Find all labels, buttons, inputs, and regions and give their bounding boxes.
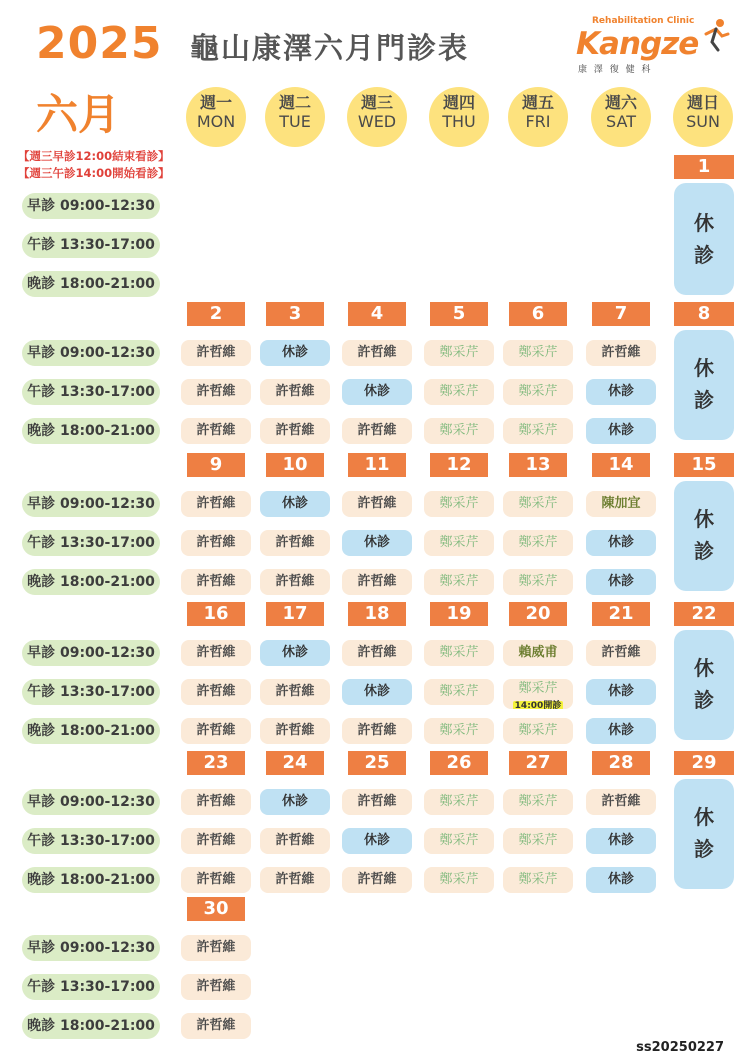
date-tag: 30 [187,897,245,921]
doctor-name: 鄭采芹 [439,723,479,738]
doctor-name: 休診 [607,423,634,438]
schedule-cell [424,530,494,556]
schedule-cell [586,640,656,666]
session-label: 午診 13:30-17:00 [22,379,160,405]
schedule-cell [586,379,656,405]
date-tag: 22 [674,602,734,626]
schedule-cell [342,530,412,556]
date-tag: 9 [187,453,245,477]
doctor-name: 鄭采芹 [518,872,558,887]
session-label: 晚診 18:00-21:00 [22,718,160,744]
schedule-cell [586,340,656,366]
date-tag: 27 [509,751,567,775]
doctor-name: 許哲維 [357,423,397,438]
date-tag: 28 [592,751,650,775]
schedule-cell [503,718,573,744]
session-label: 早診 09:00-12:30 [22,491,160,517]
weekday-zh: 週日 [686,93,719,112]
date-tag: 4 [348,302,406,326]
weekday-zh: 週一 [199,93,232,112]
closed-char: 診 [694,837,714,861]
doctor-name: 鄭采芹 [439,423,479,438]
doctor-name: 許哲維 [357,872,397,887]
session-label: 晚診 18:00-21:00 [22,569,160,595]
weekday-sat [591,87,651,147]
date-tag: 20 [509,602,567,626]
doctor-name: 鄭采芹 [439,833,479,848]
doctor-name: 許哲維 [196,535,236,550]
date-tag: 11 [348,453,406,477]
schedule-cell [181,340,251,366]
date-tag: 19 [430,602,488,626]
schedule-cell [424,340,494,366]
doctor-name: 鄭采芹 [518,794,558,809]
date-tag: 8 [674,302,734,326]
date-tag: 15 [674,453,734,477]
weekday-en: THU [442,112,476,131]
weekday-en: MON [196,112,236,131]
schedule-cell [586,418,656,444]
weekday-mon [186,87,246,147]
schedule-cell [586,828,656,854]
date-tag: 25 [348,751,406,775]
closed-char: 休 [694,656,714,680]
date-tag: 14 [592,453,650,477]
doctor-name: 鄭采芹 [518,496,558,511]
schedule-cell [503,679,573,709]
doctor-name: 鄭采芹 [439,345,479,360]
doctor-name: 休診 [607,384,634,399]
doctor-name: 許哲維 [196,1018,236,1033]
weekday-sun [673,87,733,147]
schedule-cell [424,569,494,595]
opening-note: 14:00開診 [514,701,562,709]
session-label: 午診 13:30-17:00 [22,679,160,705]
date-tag: 10 [266,453,324,477]
doctor-name: 許哲維 [601,645,641,660]
schedule-cell [260,530,330,556]
doctor-name: 休診 [607,872,634,887]
date-tag: 18 [348,602,406,626]
weekday-zh: 週四 [442,93,475,112]
doctor-name: 許哲維 [275,574,315,589]
schedule-cell [424,418,494,444]
logo-chinese: 康 澤 復 健 科 [578,65,653,75]
doctor-name: 鄭采芹 [518,535,558,550]
doctor-name: 鄭采芹 [518,723,558,738]
session-label: 晚診 18:00-21:00 [22,1013,160,1039]
session-label: 早診 09:00-12:30 [22,640,160,666]
doctor-name: 許哲維 [357,723,397,738]
weekday-zh: 週二 [278,93,311,112]
doctor-name: 鄭采芹 [439,872,479,887]
weekday-en: SAT [606,112,636,131]
schedule-cell [181,530,251,556]
date-tag: 3 [266,302,324,326]
schedule-cell [586,530,656,556]
schedule-cell [260,718,330,744]
doctor-name: 鄭采芹 [439,384,479,399]
month-label: 六月 [36,90,121,139]
date-tag: 5 [430,302,488,326]
year-label: 2025 [36,18,163,69]
schedule-cell [503,867,573,893]
runner-icon [700,18,730,54]
doctor-name: 鄭采芹 [518,574,558,589]
doctor-name: 許哲維 [601,794,641,809]
doctor-name: 休診 [281,496,308,511]
doctor-name: 許哲維 [357,794,397,809]
session-label: 晚診 18:00-21:00 [22,867,160,893]
logo-wordmark: Kangze [576,26,699,62]
doctor-name: 鄭采芹 [518,384,558,399]
weekday-en: SUN [686,112,720,131]
schedule-cell [181,379,251,405]
doctor-name: 許哲維 [196,423,236,438]
doctor-name: 休診 [363,833,390,848]
doctor-name: 許哲維 [357,345,397,360]
schedule-cell [342,828,412,854]
closed-char: 診 [694,539,714,563]
doctor-name: 鄭采芹 [518,681,558,696]
doctor-name: 許哲維 [275,872,315,887]
schedule-cell [260,640,330,666]
doctor-name: 休診 [281,345,308,360]
session-label: 早診 09:00-12:30 [22,789,160,815]
schedule-cell [181,718,251,744]
sunday-closed-box [674,779,734,889]
schedule-cell [424,379,494,405]
schedule-cell [181,569,251,595]
doctor-name: 許哲維 [275,684,315,699]
schedule-cell [260,679,330,705]
doctor-name: 鄭采芹 [439,574,479,589]
doctor-name: 賴威甫 [518,645,558,660]
doctor-name: 鄭采芹 [439,684,479,699]
doctor-name: 許哲維 [196,345,236,360]
date-tag: 21 [592,602,650,626]
doctor-name: 許哲維 [275,833,315,848]
session-label: 晚診 18:00-21:00 [22,418,160,444]
schedule-cell [342,569,412,595]
doctor-name: 許哲維 [357,645,397,660]
schedule-cell [342,491,412,517]
doctor-name: 休診 [607,535,634,550]
schedule-cell [342,418,412,444]
weekday-tue [265,87,325,147]
schedule-cell [586,867,656,893]
schedule-cell [342,718,412,744]
doctor-name: 許哲維 [357,574,397,589]
doctor-name: 許哲維 [357,496,397,511]
date-tag: 24 [266,751,324,775]
doctor-name: 許哲維 [275,723,315,738]
schedule-cell [424,867,494,893]
date-tag: 6 [509,302,567,326]
schedule-cell [260,569,330,595]
session-label: 晚診 18:00-21:00 [22,271,160,297]
date-tag: 13 [509,453,567,477]
session-label: 午診 13:30-17:00 [22,232,160,258]
doctor-name: 休診 [607,574,634,589]
date-tag: 1 [674,155,734,179]
doctor-name: 許哲維 [196,872,236,887]
sunday-closed-box [674,183,734,295]
doctor-name: 休診 [281,794,308,809]
doctor-name: 鄭采芹 [518,833,558,848]
schedule-cell [260,789,330,815]
schedule-cell [424,828,494,854]
doctor-name: 鄭采芹 [518,423,558,438]
doctor-name: 鄭采芹 [439,535,479,550]
schedule-cell [586,718,656,744]
schedule-cell [342,340,412,366]
doctor-name: 許哲維 [196,574,236,589]
date-tag: 7 [592,302,650,326]
doctor-name: 許哲維 [196,979,236,994]
date-tag: 29 [674,751,734,775]
schedule-cell [260,418,330,444]
weekday-wed [347,87,407,147]
schedule-cell [424,789,494,815]
schedule-cell [342,789,412,815]
doctor-name: 休診 [607,684,634,699]
doctor-name: 陳加宜 [601,496,641,511]
page-title: 龜山康澤六月門診表 [190,31,470,65]
schedule-cell [424,679,494,705]
closed-char: 休 [694,507,714,531]
clinic-logo [574,16,734,76]
date-tag: 23 [187,751,245,775]
sunday-closed-box [674,330,734,440]
doctor-name: 鄭采芹 [518,345,558,360]
doctor-name: 許哲維 [275,535,315,550]
closed-char: 診 [694,388,714,412]
schedule-cell [503,789,573,815]
closed-char: 休 [694,356,714,380]
sunday-closed-box [674,481,734,591]
doctor-name: 許哲維 [196,723,236,738]
schedule-cell [503,340,573,366]
weekday-en: TUE [279,112,311,131]
doctor-name: 休診 [281,645,308,660]
schedule-cell [503,491,573,517]
schedule-cell [424,491,494,517]
schedule-cell [181,1013,251,1039]
schedule-cell [503,379,573,405]
schedule-cell [342,679,412,705]
schedule-cell [181,491,251,517]
date-tag: 26 [430,751,488,775]
date-tag: 16 [187,602,245,626]
schedule-cell [342,867,412,893]
schedule-cell [586,569,656,595]
doctor-name: 休診 [363,384,390,399]
schedule-cell [503,569,573,595]
session-label: 午診 13:30-17:00 [22,974,160,1000]
date-tag: 17 [266,602,324,626]
session-label: 早診 09:00-12:30 [22,935,160,961]
doctor-name: 許哲維 [196,940,236,955]
schedule-cell [181,935,251,961]
footer-code: ss20250227 [636,1040,724,1055]
doctor-name: 鄭采芹 [439,645,479,660]
doctor-name: 休診 [363,535,390,550]
schedule-cell [181,828,251,854]
doctor-name: 許哲維 [196,794,236,809]
weekday-en: WED [357,112,397,131]
schedule-cell [260,340,330,366]
schedule-cell [181,974,251,1000]
schedule-cell [503,418,573,444]
schedule-cell [342,640,412,666]
date-tag: 12 [430,453,488,477]
doctor-name: 休診 [607,723,634,738]
doctor-name: 許哲維 [601,345,641,360]
weekday-zh: 週三 [360,93,393,112]
doctor-name: 許哲維 [196,496,236,511]
doctor-name: 休診 [607,833,634,848]
doctor-name: 鄭采芹 [439,496,479,511]
schedule-cell [586,491,656,517]
sunday-closed-box [674,630,734,740]
schedule-cell [181,789,251,815]
doctor-name: 許哲維 [196,833,236,848]
closed-char: 休 [694,805,714,829]
schedule-cell [260,828,330,854]
schedule-cell [342,379,412,405]
closed-char: 診 [694,243,714,267]
schedule-cell [260,491,330,517]
closed-char: 休 [694,211,714,235]
schedule-cell [181,679,251,705]
weekday-en: FRI [525,112,551,131]
session-label: 早診 09:00-12:30 [22,340,160,366]
session-label: 午診 13:30-17:00 [22,828,160,854]
schedule-cell [503,640,573,666]
doctor-name: 許哲維 [196,684,236,699]
logo-tagline: Rehabilitation Clinic [592,16,695,26]
session-label: 午診 13:30-17:00 [22,530,160,556]
schedule-cell [424,718,494,744]
schedule-cell [181,418,251,444]
schedule-cell [260,379,330,405]
weekday-thu [429,87,489,147]
weekday-zh: 週五 [521,93,554,112]
schedule-cell [503,828,573,854]
schedule-cell [586,679,656,705]
doctor-name: 鄭采芹 [439,794,479,809]
session-label: 早診 09:00-12:30 [22,193,160,219]
doctor-name: 許哲維 [275,384,315,399]
doctor-name: 許哲維 [196,645,236,660]
notice-wed-morning: 【週三早診12:00結束看診】 [18,149,170,163]
weekday-fri [508,87,568,147]
schedule-cell [503,530,573,556]
doctor-name: 許哲維 [196,384,236,399]
doctor-name: 許哲維 [275,423,315,438]
doctor-name: 休診 [363,684,390,699]
schedule-cell [424,640,494,666]
weekday-zh: 週六 [604,93,637,112]
notice-wed-afternoon: 【週三午診14:00開始看診】 [18,166,170,180]
schedule-cell [181,640,251,666]
date-tag: 2 [187,302,245,326]
schedule-cell [586,789,656,815]
schedule-cell [181,867,251,893]
closed-char: 診 [694,688,714,712]
schedule-cell [260,867,330,893]
